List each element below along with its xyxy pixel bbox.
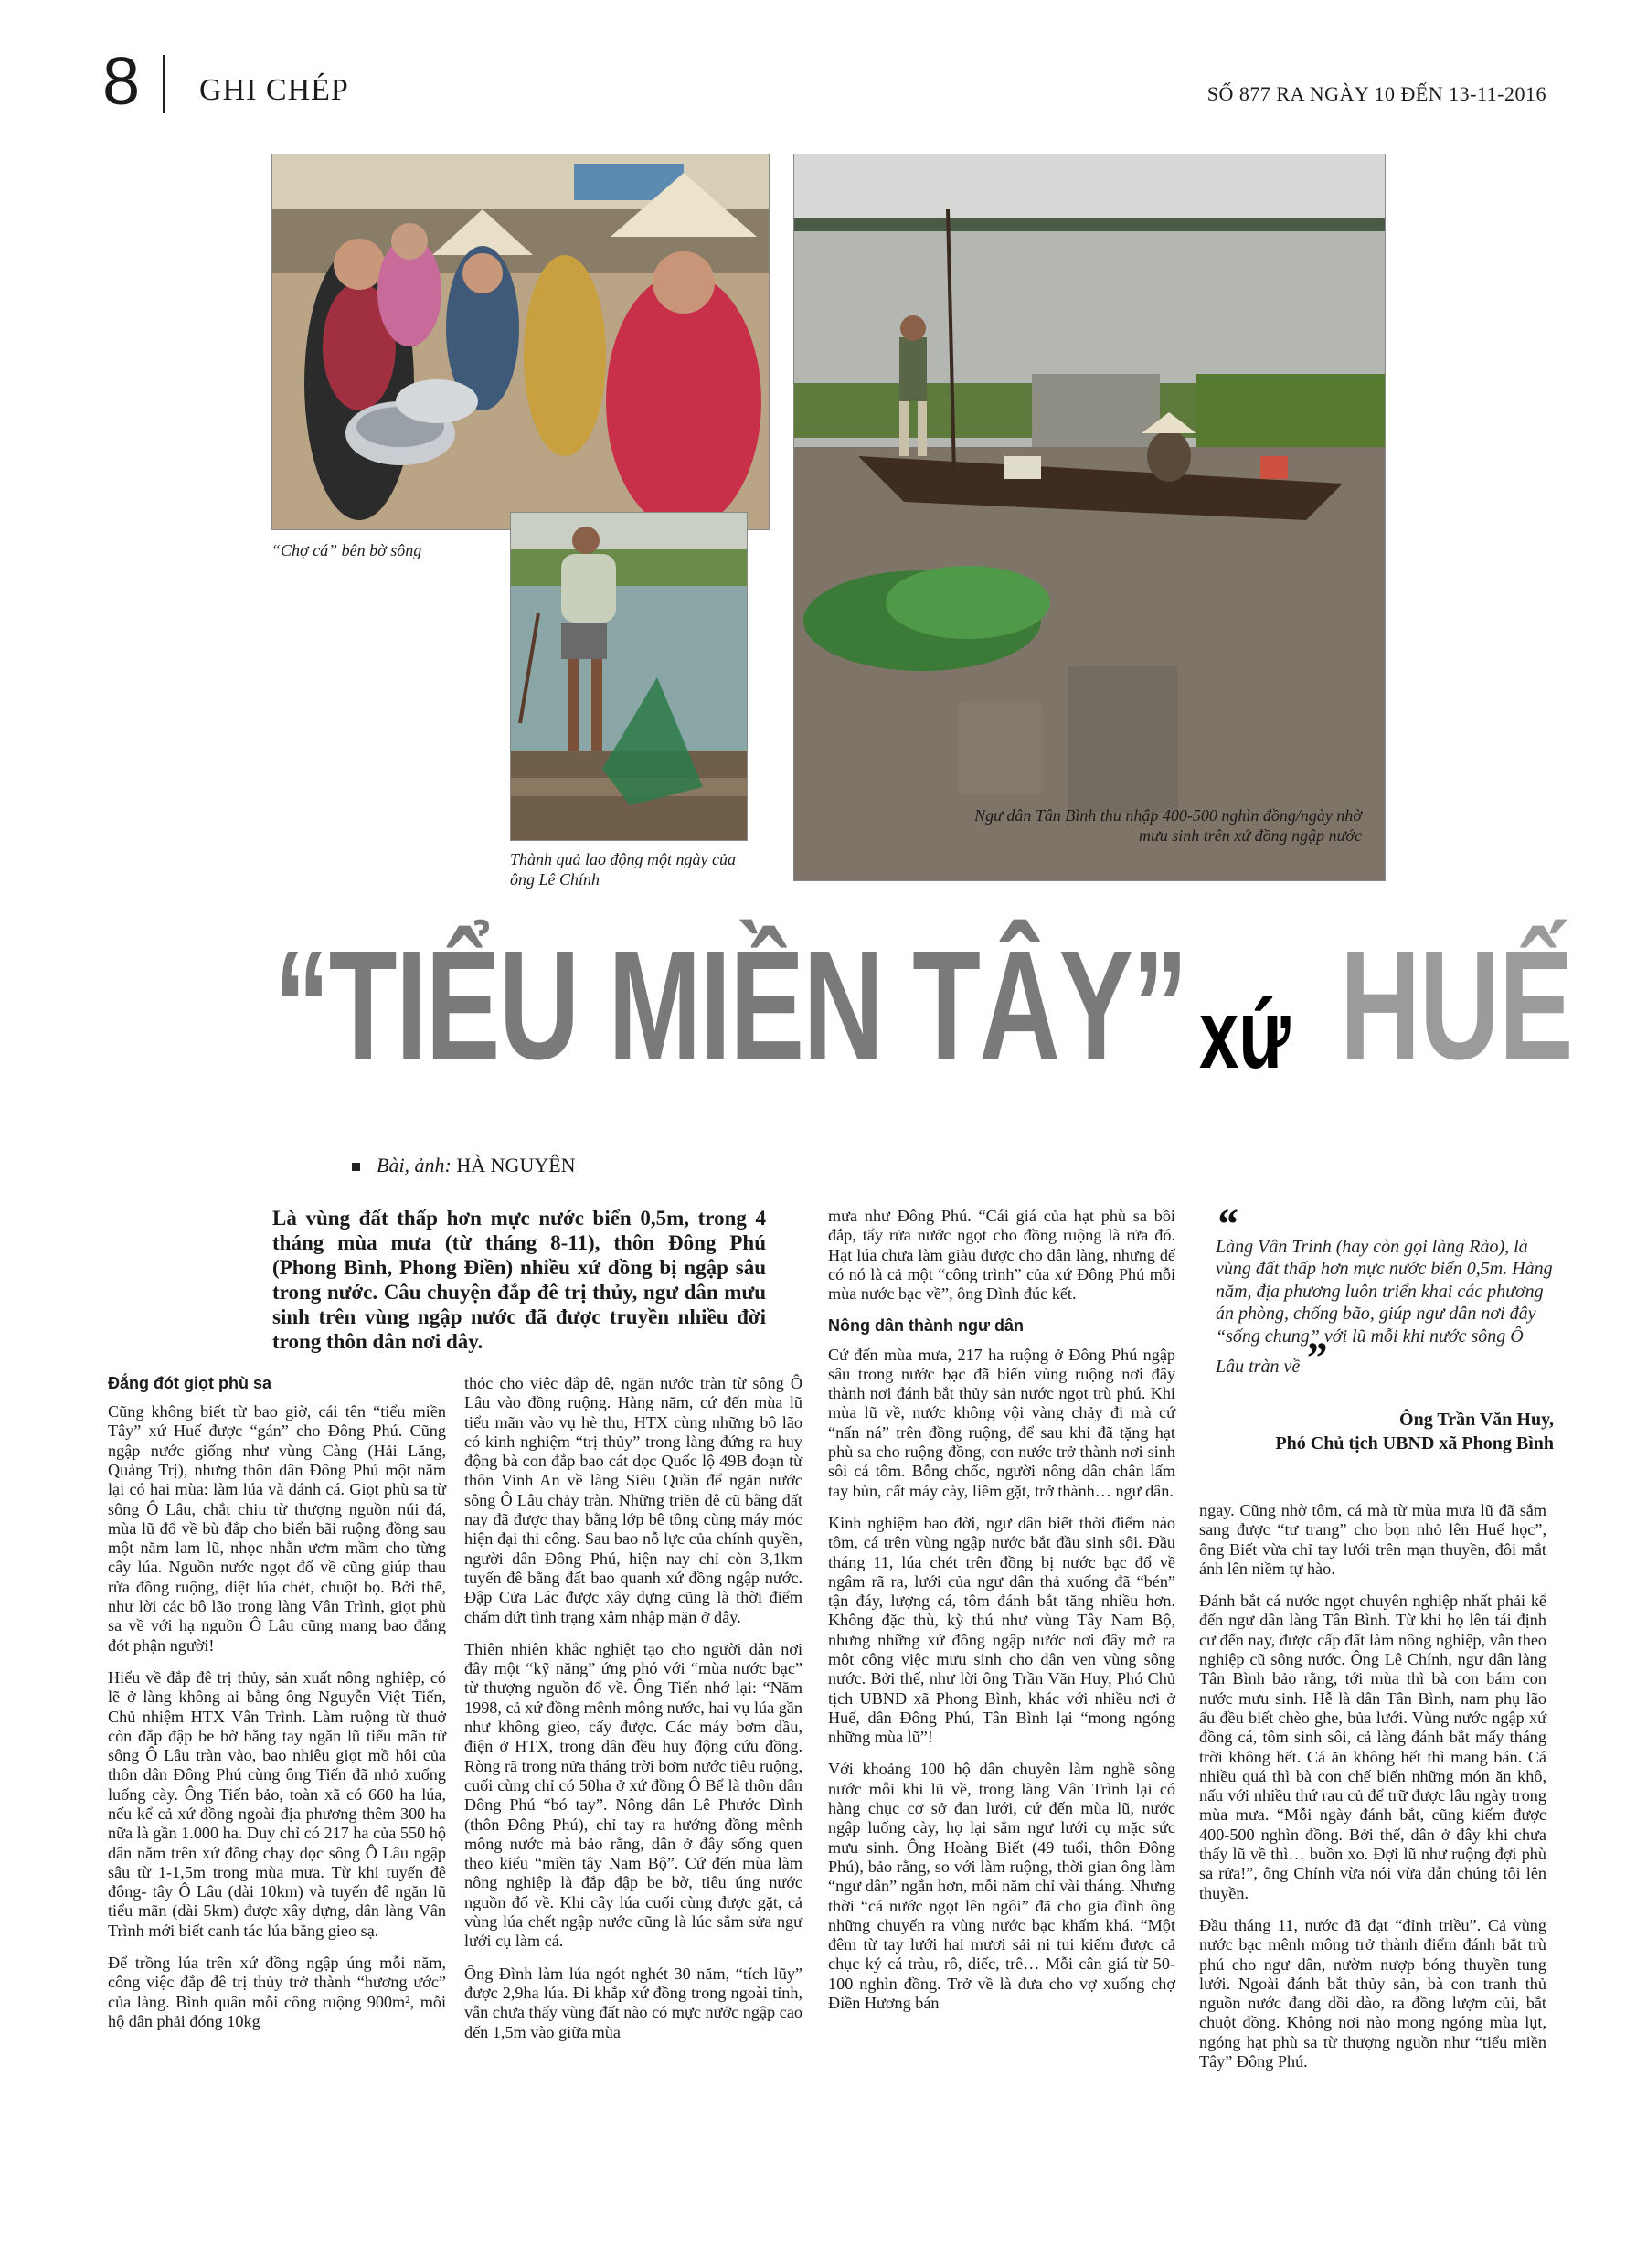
col3-paragraph: Với khoảng 100 hộ dân chuyên làm nghề sông nước mỗi khi lũ về, trong làng Vân Trình lại có hàng chục cơ sở đan lưới, cứ đến mùa lũ, nước ngập luống cày, họ lại sắm ngư lưới cụ mặc sức mưu sinh. Ông Hoàng Biết (49 tuổi, thôn Đông Phú), bảo rằng, so với làm ruộng, thời gian ông làm “ngư dân” ngắn hơn, mỗi năm chỉ vài tháng. Nhưng thời “cá nước ngọt lên ngôi” đã cho gia đình ông những chuyến ra vùng nước bạc khấm khá. “Một đêm từ tay lưới hai mươi sải ni tui kiếm được cả chục ký cá tràu, rô, diếc, trê… Mỗi cân giá từ 50-100 nghìn đồng. Trở về là đưa cho vợ xuống chợ Điền Hương bán (828, 1760, 1175, 2013)
section-title: GHI CHÉP (199, 73, 349, 107)
col4-paragraph: Đánh bắt cá nước ngọt chuyên nghiệp nhất phải kể đến ngư dân làng Tân Bình. Từ khi họ lên tái định cư đến nay, được cấp đất làm nông nghiệp, vẫn theo nghiệp cũ sông nước. Ông Lê Chính, ngư dân làng Tân Bình bảo rằng, tới mùa thì bà con bám con nước mưu sinh. Hễ là dân Tân Bình, nam phụ lão ấu đều biết chèo ghe, bủa lưới. Vùng nước ngập xứ đồng cá, tôm sinh sôi, cả làng đánh bắt mấy tháng trời không hết. Cá ăn không hết thì mang bán. Cá nhiều quá thì bà con chế biến những món ăn khô, nấu với nhiều thứ rau củ để trữ được lâu ngày trong mùa mưa. “Mỗi ngày đánh bắt, cũng kiếm được 400-500 nghìn đồng. Bởi thế, dân ở đây khi chưa thấy lũ về thì… buồn xo. Đợi lũ như ruộng đợi phù sa rửa!”, ông Chính vừa nói vừa dẫn chúng tôi lên thuyền. (1199, 1592, 1546, 1902)
open-quote-icon: “ (1216, 1200, 1238, 1249)
issue-date: SỐ 877 RA NGÀY 10 ĐẾN 13-11-2016 (1206, 82, 1546, 105)
col1-paragraph: Cũng không biết từ bao giờ, cái tên “tiểu miền Tây” xứ Huế được “gán” cho Đông Phú. Cũng ngập nước giống như vùng Càng (Hải Lăng, Quảng Trị), nhưng thôn dân Đông Phú một năm lại có hai mùa: làm lúa và đánh cá. Giọt phù sa từ sông Ô Lâu, chắt chiu từ thượng nguồn núi đá, mùa lũ đổ về bù đắp cho biển bãi ruộng đồng sau một năm lam lũ, nhọc nhằn ươm mầm cho từng cây lúa. Nguồn nước ngọt đổ về cũng giúp thau rửa đồng ruộng, diệt lúa chét, chuột bọ. Bởi thế, như lời các bô lão trong làng Vân Trình, giọt phù sa về với hạ nguồn Ô Lâu cũng mang bao đắng đót phận người! (108, 1402, 446, 1655)
headline-place: HUẾ (1340, 919, 1573, 1092)
col2-paragraph: Thiên nhiên khắc nghiệt tạo cho người dân nơi đây một “kỹ năng” ứng phó với “mùa nước bạc” từ thượng nguồn đổ về. Ông Tiến nhớ lại: “Năm 1998, cả xứ đồng mênh mông nước, hai vụ lúa gần như không gieo, cấy được. Các máy bơm dầu, điện ở HTX, trong dân đều huy động cứu đồng. Ròng rã trong nửa tháng trời bơm nước tiêu ruộng, cuối cùng chỉ có 50ha ở xứ đồng Ô Bể là thôn dân Đông Phú “bó tay”. Nông dân Lê Phước Đình (thôn Đông Phú), chỉ tay ra hướng đồng mênh mông nước mà bảo rằng, dân ở đây sống quen theo kiểu “miền tây Nam Bộ”. Cứ đến mùa làm nông nghiệp là đắp đập be bờ, tiêu úng nước nguồn đổ về. Khi cây lúa cuối cùng được gặt, cả vùng lúa chết ngập nước cũng là lúc sắm sửa ngư lưới cụ làm cá. (464, 1639, 802, 1951)
col2-paragraph: Ông Đình làm lúa ngót nghét 30 năm, “tích lũy” được 2,9ha lúa. Đi khắp xứ đồng trong ngoài tỉnh, vẫn chưa thấy vùng đất nào có mực nước ngập cao đến 1,5m vào giữa mùa (464, 1964, 802, 2041)
quote-role: Phó Chủ tịch UBND xã Phong Bình (1275, 1433, 1554, 1453)
quote-attribution (1216, 1408, 1554, 1455)
quote-speaker: Ông Trần Văn Huy, (1399, 1410, 1554, 1430)
lead-paragraph: Là vùng đất thấp hơn mực nước biển 0,5m, trong 4 tháng mùa mưa (từ tháng 8-11), thôn Đông Phú (Phong Bình, Phong Điền) nhiều xứ đồng bị ngập sâu trong nước. Câu chuyện đắp đê trị thủy, ngư dân mưu sinh trên vùng ngập nước đã được truyền nhiều đời trong thôn dân nơi đây. (272, 1207, 766, 1353)
caption-fish-market: “Chợ cá” bên bờ sông (271, 541, 422, 559)
pull-quote (1216, 1200, 1554, 1382)
col1-paragraph: Hiểu về đắp đê trị thủy, sản xuất nông nghiệp, có lẽ ở làng không ai bằng ông Nguyễn Việt Tiến, Chủ nhiệm HTX Vân Trình. Làm ruộng từ thuở còn đắp đập be bờ bằng tay ngăn lũ tiểu mãn từ sông Ô Lâu tràn vào, bao nhiêu giọt mồ hôi của thôn dân Đông Phú cùng ông Tiến đã nhỏ xuống luống cày. Ông Tiến bảo, toàn xã có 660 ha lúa, nếu kể cả xứ đồng ngoài địa phương thêm 300 ha nữa là gần 1.000 ha. Duy chỉ có 217 ha của 550 hộ dân nằm trên xứ đồng chạy dọc sông Ô Lâu ngập sâu từ 1-1,5m trong mùa mưa. Từ khi tuyến đê đông- tây Ô Lâu (dài 10km) và tuyến đê ngăn lũ tiểu mãn (dài 5km) được xây dựng, dân làng Vân Trình mới biết canh tác lúa bằng gieo sạ. (108, 1667, 446, 1940)
headline-connector: xứ (1199, 978, 1291, 1089)
bullet-square-icon (352, 1163, 360, 1171)
page-number: 8 (102, 43, 141, 119)
headline (274, 919, 1573, 1129)
photo-fish-market (271, 154, 770, 530)
header-divider (163, 55, 165, 113)
subheading-nong-dan: Nông dân thành ngư dân (828, 1316, 1025, 1336)
caption-fisherman: Thành quả lao động một ngày của ông Lê Chính (510, 850, 736, 889)
headline-main: “TIỂU MIỀN TÂY” (274, 919, 1187, 1092)
col2-paragraph: thóc cho việc đắp đê, ngăn nước tràn từ sông Ô Lâu vào đồng ruộng. Hàng năm, cứ đến mùa lũ tiểu mãn vào vụ hè thu, HTX cùng những bô lão có kinh nghiệm “trị thủy” trong làng đứng ra huy động bà con đắp bao cát dọc Quốc lộ 49B đoạn từ thôn Vinh An về làng Siêu Quần để ngăn nước sông Ô Lâu chảy tràn. Những triền đê cũ bằng đất nay đã được thay bằng lớp bê tông cùng máy móc hiện đại thi công. Sau bao nỗ lực của chính quyền, người dân Đông Phú, hiện nay chỉ còn 3,1km tuyến đê bằng đất bao quanh xứ đồng ngập nước. Đập Cửa Lác được xây dựng cũng là thời điểm chấm dứt tình trạng xâm nhập mặn ở đây. (464, 1374, 802, 1626)
article-column-1 (108, 1374, 446, 2044)
close-quote-icon: ” (1304, 1333, 1327, 1382)
col4-paragraph: ngay. Cũng nhờ tôm, cá mà từ mùa mưa lũ đã sắm sang được “tư trang” cho bọn nhỏ lên Huế học”, ông Biết vừa chỉ tay lưới trên mạn thuyền, đôi mắt ánh lên niềm tự hào. (1199, 1501, 1546, 1578)
article-column-4 (1199, 1501, 1546, 2084)
byline-prefix: Bài, ảnh: (377, 1154, 452, 1177)
article-column-2 (464, 1374, 802, 2055)
photo-fisherman-net (510, 512, 748, 841)
byline-author: HÀ NGUYÊN (456, 1154, 576, 1177)
article-column-3 (828, 1207, 1175, 2026)
subheading-dang-dot: Đắng đót giọt phù sa (108, 1374, 271, 1392)
col3-paragraph: Cứ đến mùa mưa, 217 ha ruộng ở Đông Phú ngập sâu trong nước bạc đã biến vùng ruộng nơi đây thành nơi đánh bắt thủy sản nước ngọt trù phú. Khi mùa lũ về, nước không vội vàng chảy đi mà cứ “nấn ná” trên đồng ruộng, để sau khi đã tặng hạt phù sa cho ruộng đồng, con nước trở thành nơi sinh sôi cá tôm. Bỗng chốc, người nông dân chân lấm tay bùn, cất máy cày, liềm gặt, trở thành… ngư dân. (828, 1345, 1175, 1500)
col3-paragraph: Kinh nghiệm bao đời, ngư dân biết thời điểm nào tôm, cá trên vùng ngập nước bắt đầu sinh sôi. Đầu tháng 11, lúa chét trên đồng bị nước bạc đổ về ngâm rã ra, lưới của ngư dân thả xuống đã “bén” tận đáy, lượng cá, tôm đánh bắt tăng nhiều hơn. Không đặc thù, kỳ thú như vùng Tây Nam Bộ, nhưng những xứ đồng ngập nước nơi đây mở ra một công việc mưu sinh cho dân ven vùng sông nước. Bởi thế, như lời ông Trần Văn Huy, Phó Chủ tịch UBND xã Phong Bình, khác với nhiều nơi ở Huế, dân Đông Phú, Tân Bình lại “mong ngóng những mùa lũ”! (828, 1513, 1175, 1747)
col4-paragraph: Đầu tháng 11, nước đã đạt “đỉnh triều”. Cả vùng nước bạc mênh mông trở thành điểm đánh bắt trù phú cho ngư dân, nườm nượp bóng thuyền tung lưới. Ngoài đánh bắt thủy sản, bà con tranh thủ nguồn nước đang dồi dào, ra đồng lượm củi, bắt chuột đồng. Không nơi nào mong ngóng mùa lụt, ngóng hạt phù sa từ thượng nguồn như “tiểu miền Tây” Đông Phú. (1199, 1915, 1546, 2071)
byline (352, 1154, 576, 1177)
col3-paragraph: mưa như Đông Phú. “Cái giá của hạt phù sa bồi đắp, tẩy rửa nước ngọt cho đồng ruộng là rửa đó. Hạt lúa chưa làm giàu được cho dân làng, nhưng để có nó là cả một “công trình” của xứ Đông Phú mỗi mùa nước bạc về”, ông Đình đúc kết. (828, 1207, 1175, 1304)
caption-boat: Ngư dân Tân Bình thu nhập 400-500 nghìn đồng/ngày nhờ mưu sinh trên xứ đồng ngập nước (974, 806, 1362, 845)
photo-boat-flooded-field (793, 154, 1386, 881)
col1-paragraph: Để trồng lúa trên xứ đồng ngập úng mỗi năm, công việc đắp đê trị thủy trở thành “hương ước” của làng. Bình quân mỗi công ruộng 900m², mỗi hộ dân phải đóng 10kg (108, 1954, 446, 2030)
pull-quote-text: Làng Vân Trình (hay còn gọi làng Rào), là vùng đất thấp hơn mực nước biển 0,5m. Hàng năm, địa phương luôn triển khai các phương án phòng, chống bão, giúp ngư dân nơi đây “sống chung” với lũ mỗi khi nước sông Ô Lâu tràn về (1216, 1237, 1553, 1377)
